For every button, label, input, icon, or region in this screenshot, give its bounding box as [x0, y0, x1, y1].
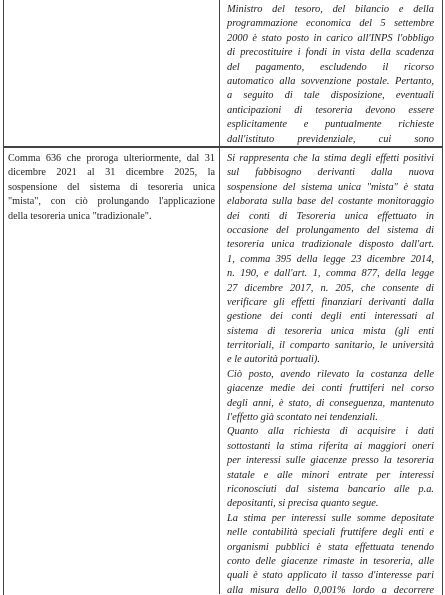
table-cell-provision: [3, 148, 222, 595]
response-text-block: [227, 152, 434, 595]
text-line: della tesoreria unica "tradizionale".: [8, 210, 152, 222]
table-cell-response: [223, 148, 442, 595]
text-line: Comma 636 che proroga ulteriormente, dal 31: [8, 153, 215, 164]
text-line: riconosciuti dal sistema bancario alle p.a.: [227, 483, 434, 495]
text-line: territoriali, il comparto sanitario, le università: [227, 340, 434, 352]
table-row: [3, 147, 443, 595]
text-line: giacenze medie dei conti fruttiferi nel corso: [227, 383, 434, 395]
provision-text-block: [8, 152, 215, 224]
text-line: conto delle giacenze rimaste in tesoreria, alle: [227, 555, 434, 567]
text-line: dei conti di Tesoreria unica effettuato in: [227, 210, 434, 222]
column-divider: [219, 0, 220, 594]
text-line: quali è stato applicato il tasso d'interesse pari: [227, 570, 434, 582]
text-line: La stima per interessi sulle somme depositate: [227, 512, 434, 524]
text-line: sistema di tesoreria unica mista (gli enti: [227, 325, 434, 337]
text-line: del pagamento, escludendo il ricorso: [227, 61, 434, 73]
text-line: Ministro del tesoro, del bilancio e della: [227, 4, 434, 15]
text-line: 2000 è stato posto in carico all'INPS l'obbligo: [227, 32, 434, 44]
text-line: alla misura dello 0,001% lordo a decorrere: [227, 584, 434, 595]
text-line: dall'istituto previdenziale, cui sono: [227, 133, 434, 145]
text-line: depositanti, si precisa quanto segue.: [227, 498, 379, 510]
table-cell-empty-left: [3, 0, 222, 146]
text-line: occasione del prolungamento del sistema di: [227, 224, 434, 236]
text-line: Ciò posto, avendo rilevato la costanza delle: [227, 368, 434, 380]
table-cell-response: [223, 0, 442, 146]
text-line: automatico alla sovvenzione postale. Pertanto,: [227, 75, 434, 87]
text-line: Si rappresenta che la stima degli effetti positivi: [227, 153, 434, 164]
text-line: statale e alle minori entrate per interessi: [227, 469, 434, 481]
text-line: "mista", con ciò prolungando l'applicazione: [8, 196, 215, 208]
text-line: Quanto alla richiesta di acquisire i dati: [227, 426, 434, 438]
text-line: di precostituire i fondi in vista della scadenza: [227, 47, 434, 59]
text-line: l'effetto già scontato nei tendenziali.: [227, 412, 378, 424]
text-line: a seguito di tale disposizione, eventuali: [227, 90, 434, 102]
text-line: sospensione del sistema di tesoreria unica: [8, 181, 215, 193]
text-line: programmazione economica del 5 settembre: [227, 18, 434, 30]
text-line: organismi pubblici è stata effettuata tenendo: [227, 541, 434, 553]
text-line: esplicitamente e puntualmente richieste: [227, 119, 434, 131]
text-line: per interessi sulle giacenze presso la tesoreria: [227, 455, 434, 467]
text-line: e le autorità portuali).: [227, 354, 320, 366]
text-line: degli anni, è stato, di conseguenza, mantenuto: [227, 397, 434, 409]
text-line: gestione dei conti degli enti interessati al: [227, 311, 434, 323]
table-row: [3, 0, 443, 147]
text-line: anticipazioni di tesoreria devono essere: [227, 104, 434, 116]
text-line: 1, comma 395 della legge 23 dicembre 2014,: [227, 253, 434, 265]
text-line: nelle contabilità speciali fruttifere degli enti e: [227, 527, 434, 539]
text-line: sottostanti la stima riferita ai maggiori oneri: [227, 440, 434, 452]
text-line: tesoreria unica tradizionale disposto dall'art.: [227, 239, 434, 251]
text-line: dicembre 2021 al 31 dicembre 2025, la: [8, 167, 215, 179]
text-line: elaborata sulla base del costante monitoraggio: [227, 196, 434, 208]
text-line: sospensione del sistema unica "mista" è stata: [227, 181, 434, 193]
text-line: sul fabbisogno derivanti dalla nuova: [227, 167, 434, 179]
text-line: 27 dicembre 2017, n. 205, che consente di: [227, 282, 434, 294]
response-text-block: [227, 3, 434, 146]
text-line: verificare gli effetti finanziari derivanti dalla: [227, 296, 434, 308]
text-line: n. 190, e dall'art. 1, comma 877, della legge: [227, 268, 434, 280]
